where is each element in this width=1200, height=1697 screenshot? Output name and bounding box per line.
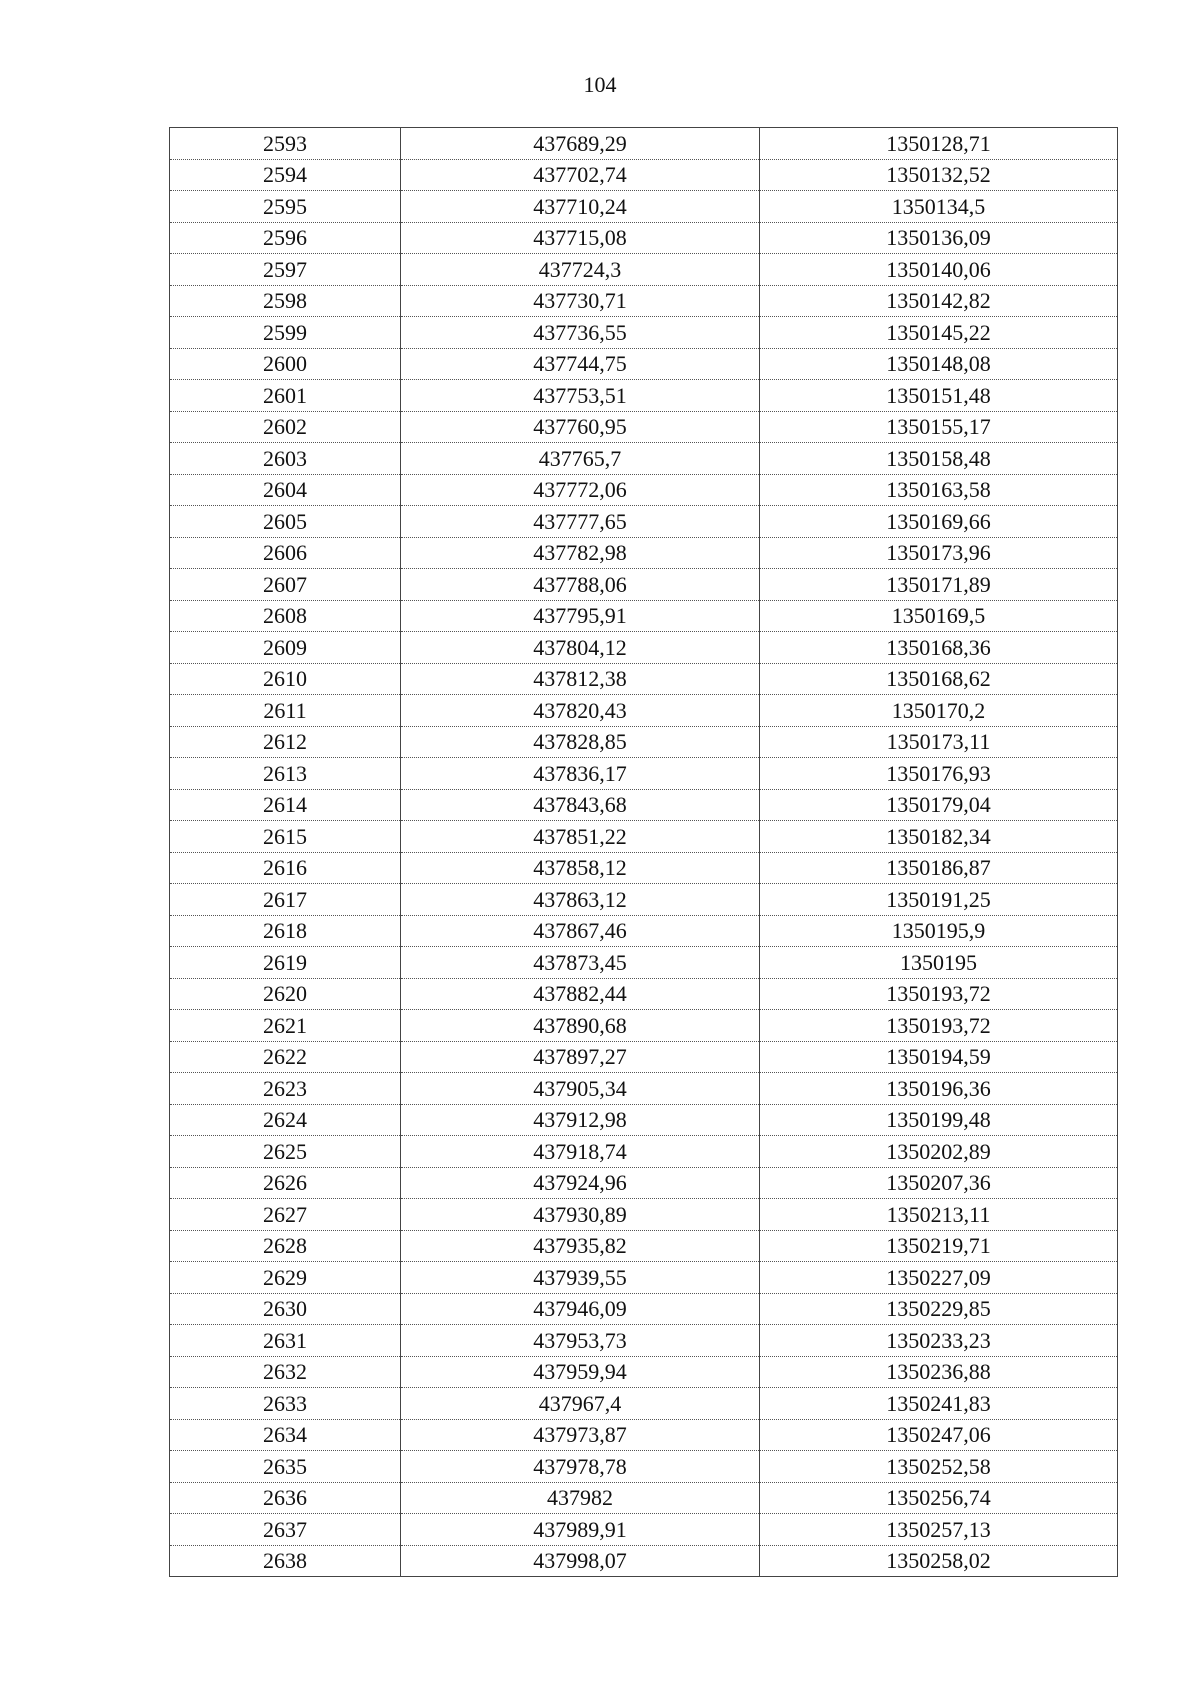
table-row	[170, 380, 1118, 412]
x-coordinate-cell: 437730,71	[401, 285, 760, 317]
x-coordinate-cell: 437863,12	[401, 884, 760, 916]
y-coordinate-cell: 1350252,58	[760, 1451, 1118, 1483]
point-number-cell: 2615	[170, 821, 401, 853]
table-row	[170, 1514, 1118, 1546]
point-number-cell: 2607	[170, 569, 401, 601]
table-row	[170, 789, 1118, 821]
x-coordinate-cell: 437946,09	[401, 1293, 760, 1325]
y-coordinate-cell: 1350193,72	[760, 978, 1118, 1010]
x-coordinate-cell: 437867,46	[401, 915, 760, 947]
point-number-cell: 2595	[170, 191, 401, 223]
point-number-cell: 2621	[170, 1010, 401, 1042]
x-coordinate-cell: 437890,68	[401, 1010, 760, 1042]
y-coordinate-cell: 1350196,36	[760, 1073, 1118, 1105]
y-coordinate-cell: 1350173,11	[760, 726, 1118, 758]
point-number-cell: 2632	[170, 1356, 401, 1388]
table-row	[170, 632, 1118, 664]
table-row	[170, 1451, 1118, 1483]
x-coordinate-cell: 437788,06	[401, 569, 760, 601]
point-number-cell: 2614	[170, 789, 401, 821]
y-coordinate-cell: 1350227,09	[760, 1262, 1118, 1294]
table-row	[170, 569, 1118, 601]
table-row	[170, 1041, 1118, 1073]
point-number-cell: 2604	[170, 474, 401, 506]
x-coordinate-cell: 437804,12	[401, 632, 760, 664]
y-coordinate-cell: 1350179,04	[760, 789, 1118, 821]
point-number-cell: 2636	[170, 1482, 401, 1514]
point-number-cell: 2593	[170, 128, 401, 160]
y-coordinate-cell: 1350202,89	[760, 1136, 1118, 1168]
y-coordinate-cell: 1350191,25	[760, 884, 1118, 916]
point-number-cell: 2602	[170, 411, 401, 443]
x-coordinate-cell: 437724,3	[401, 254, 760, 286]
point-number-cell: 2597	[170, 254, 401, 286]
x-coordinate-cell: 437689,29	[401, 128, 760, 160]
x-coordinate-cell: 437765,7	[401, 443, 760, 475]
y-coordinate-cell: 1350257,13	[760, 1514, 1118, 1546]
point-number-cell: 2634	[170, 1419, 401, 1451]
table-row	[170, 317, 1118, 349]
point-number-cell: 2638	[170, 1545, 401, 1577]
x-coordinate-cell: 437820,43	[401, 695, 760, 727]
x-coordinate-cell: 437795,91	[401, 600, 760, 632]
table-row	[170, 915, 1118, 947]
table-row	[170, 1073, 1118, 1105]
point-number-cell: 2612	[170, 726, 401, 758]
point-number-cell: 2605	[170, 506, 401, 538]
point-number-cell: 2619	[170, 947, 401, 979]
x-coordinate-cell: 437744,75	[401, 348, 760, 380]
point-number-cell: 2637	[170, 1514, 401, 1546]
table-row	[170, 128, 1118, 160]
table-row	[170, 222, 1118, 254]
table-row	[170, 600, 1118, 632]
table-row	[170, 978, 1118, 1010]
table-row	[170, 254, 1118, 286]
x-coordinate-cell: 437843,68	[401, 789, 760, 821]
x-coordinate-cell: 437858,12	[401, 852, 760, 884]
y-coordinate-cell: 1350142,82	[760, 285, 1118, 317]
point-number-cell: 2610	[170, 663, 401, 695]
y-coordinate-cell: 1350158,48	[760, 443, 1118, 475]
x-coordinate-cell: 437812,38	[401, 663, 760, 695]
point-number-cell: 2594	[170, 159, 401, 191]
table-row	[170, 1419, 1118, 1451]
y-coordinate-cell: 1350199,48	[760, 1104, 1118, 1136]
y-coordinate-cell: 1350145,22	[760, 317, 1118, 349]
y-coordinate-cell: 1350132,52	[760, 159, 1118, 191]
x-coordinate-cell: 437882,44	[401, 978, 760, 1010]
table-row	[170, 411, 1118, 443]
y-coordinate-cell: 1350233,23	[760, 1325, 1118, 1357]
coordinates-table-body	[170, 128, 1118, 1577]
y-coordinate-cell: 1350151,48	[760, 380, 1118, 412]
table-row	[170, 443, 1118, 475]
y-coordinate-cell: 1350186,87	[760, 852, 1118, 884]
y-coordinate-cell: 1350258,02	[760, 1545, 1118, 1577]
table-row	[170, 884, 1118, 916]
y-coordinate-cell: 1350134,5	[760, 191, 1118, 223]
point-number-cell: 2627	[170, 1199, 401, 1231]
y-coordinate-cell: 1350182,34	[760, 821, 1118, 853]
table-row	[170, 1262, 1118, 1294]
x-coordinate-cell: 437828,85	[401, 726, 760, 758]
x-coordinate-cell: 437772,06	[401, 474, 760, 506]
x-coordinate-cell: 437905,34	[401, 1073, 760, 1105]
table-row	[170, 191, 1118, 223]
x-coordinate-cell: 437710,24	[401, 191, 760, 223]
point-number-cell: 2596	[170, 222, 401, 254]
point-number-cell: 2603	[170, 443, 401, 475]
point-number-cell: 2633	[170, 1388, 401, 1420]
y-coordinate-cell: 1350128,71	[760, 128, 1118, 160]
table-row	[170, 348, 1118, 380]
x-coordinate-cell: 437760,95	[401, 411, 760, 443]
point-number-cell: 2623	[170, 1073, 401, 1105]
y-coordinate-cell: 1350168,62	[760, 663, 1118, 695]
point-number-cell: 2599	[170, 317, 401, 349]
point-number-cell: 2609	[170, 632, 401, 664]
table-row	[170, 1104, 1118, 1136]
table-row	[170, 758, 1118, 790]
point-number-cell: 2628	[170, 1230, 401, 1262]
x-coordinate-cell: 437836,17	[401, 758, 760, 790]
table-row	[170, 159, 1118, 191]
table-row	[170, 663, 1118, 695]
table-row	[170, 1325, 1118, 1357]
page-number: 104	[583, 72, 617, 97]
x-coordinate-cell: 437873,45	[401, 947, 760, 979]
y-coordinate-cell: 1350136,09	[760, 222, 1118, 254]
x-coordinate-cell: 437782,98	[401, 537, 760, 569]
y-coordinate-cell: 1350219,71	[760, 1230, 1118, 1262]
y-coordinate-cell: 1350176,93	[760, 758, 1118, 790]
table-row	[170, 852, 1118, 884]
y-coordinate-cell: 1350173,96	[760, 537, 1118, 569]
y-coordinate-cell: 1350247,06	[760, 1419, 1118, 1451]
y-coordinate-cell: 1350163,58	[760, 474, 1118, 506]
table-row	[170, 537, 1118, 569]
table-row	[170, 506, 1118, 538]
y-coordinate-cell: 1350169,66	[760, 506, 1118, 538]
table-row	[170, 1545, 1118, 1577]
y-coordinate-cell: 1350170,2	[760, 695, 1118, 727]
table-row	[170, 1482, 1118, 1514]
y-coordinate-cell: 1350140,06	[760, 254, 1118, 286]
point-number-cell: 2601	[170, 380, 401, 412]
y-coordinate-cell: 1350213,11	[760, 1199, 1118, 1231]
point-number-cell: 2622	[170, 1041, 401, 1073]
table-row	[170, 1010, 1118, 1042]
point-number-cell: 2613	[170, 758, 401, 790]
table-row	[170, 474, 1118, 506]
y-coordinate-cell: 1350236,88	[760, 1356, 1118, 1388]
x-coordinate-cell: 437715,08	[401, 222, 760, 254]
x-coordinate-cell: 437939,55	[401, 1262, 760, 1294]
x-coordinate-cell: 437918,74	[401, 1136, 760, 1168]
table-row	[170, 1356, 1118, 1388]
table-row	[170, 1199, 1118, 1231]
x-coordinate-cell: 437753,51	[401, 380, 760, 412]
x-coordinate-cell: 437959,94	[401, 1356, 760, 1388]
table-row	[170, 695, 1118, 727]
y-coordinate-cell: 1350169,5	[760, 600, 1118, 632]
y-coordinate-cell: 1350195	[760, 947, 1118, 979]
x-coordinate-cell: 437967,4	[401, 1388, 760, 1420]
x-coordinate-cell: 437973,87	[401, 1419, 760, 1451]
point-number-cell: 2598	[170, 285, 401, 317]
x-coordinate-cell: 437953,73	[401, 1325, 760, 1357]
table-row	[170, 1230, 1118, 1262]
point-number-cell: 2608	[170, 600, 401, 632]
x-coordinate-cell: 437935,82	[401, 1230, 760, 1262]
point-number-cell: 2624	[170, 1104, 401, 1136]
x-coordinate-cell: 437912,98	[401, 1104, 760, 1136]
y-coordinate-cell: 1350194,59	[760, 1041, 1118, 1073]
x-coordinate-cell: 437702,74	[401, 159, 760, 191]
x-coordinate-cell: 437978,78	[401, 1451, 760, 1483]
x-coordinate-cell: 437989,91	[401, 1514, 760, 1546]
y-coordinate-cell: 1350155,17	[760, 411, 1118, 443]
point-number-cell: 2625	[170, 1136, 401, 1168]
x-coordinate-cell: 437851,22	[401, 821, 760, 853]
point-number-cell: 2600	[170, 348, 401, 380]
x-coordinate-cell: 437930,89	[401, 1199, 760, 1231]
y-coordinate-cell: 1350256,74	[760, 1482, 1118, 1514]
y-coordinate-cell: 1350168,36	[760, 632, 1118, 664]
point-number-cell: 2618	[170, 915, 401, 947]
y-coordinate-cell: 1350193,72	[760, 1010, 1118, 1042]
y-coordinate-cell: 1350195,9	[760, 915, 1118, 947]
coordinates-table	[169, 127, 1118, 1577]
y-coordinate-cell: 1350229,85	[760, 1293, 1118, 1325]
table-row	[170, 285, 1118, 317]
point-number-cell: 2629	[170, 1262, 401, 1294]
table-row	[170, 1167, 1118, 1199]
table-row	[170, 821, 1118, 853]
x-coordinate-cell: 437777,65	[401, 506, 760, 538]
table-row	[170, 726, 1118, 758]
x-coordinate-cell: 437982	[401, 1482, 760, 1514]
y-coordinate-cell: 1350148,08	[760, 348, 1118, 380]
y-coordinate-cell: 1350207,36	[760, 1167, 1118, 1199]
x-coordinate-cell: 437924,96	[401, 1167, 760, 1199]
point-number-cell: 2626	[170, 1167, 401, 1199]
y-coordinate-cell: 1350171,89	[760, 569, 1118, 601]
point-number-cell: 2606	[170, 537, 401, 569]
x-coordinate-cell: 437736,55	[401, 317, 760, 349]
table-row	[170, 1388, 1118, 1420]
table-row	[170, 947, 1118, 979]
point-number-cell: 2617	[170, 884, 401, 916]
point-number-cell: 2620	[170, 978, 401, 1010]
x-coordinate-cell: 437998,07	[401, 1545, 760, 1577]
point-number-cell: 2630	[170, 1293, 401, 1325]
y-coordinate-cell: 1350241,83	[760, 1388, 1118, 1420]
table-row	[170, 1293, 1118, 1325]
table-row	[170, 1136, 1118, 1168]
point-number-cell: 2611	[170, 695, 401, 727]
point-number-cell: 2631	[170, 1325, 401, 1357]
point-number-cell: 2635	[170, 1451, 401, 1483]
x-coordinate-cell: 437897,27	[401, 1041, 760, 1073]
point-number-cell: 2616	[170, 852, 401, 884]
